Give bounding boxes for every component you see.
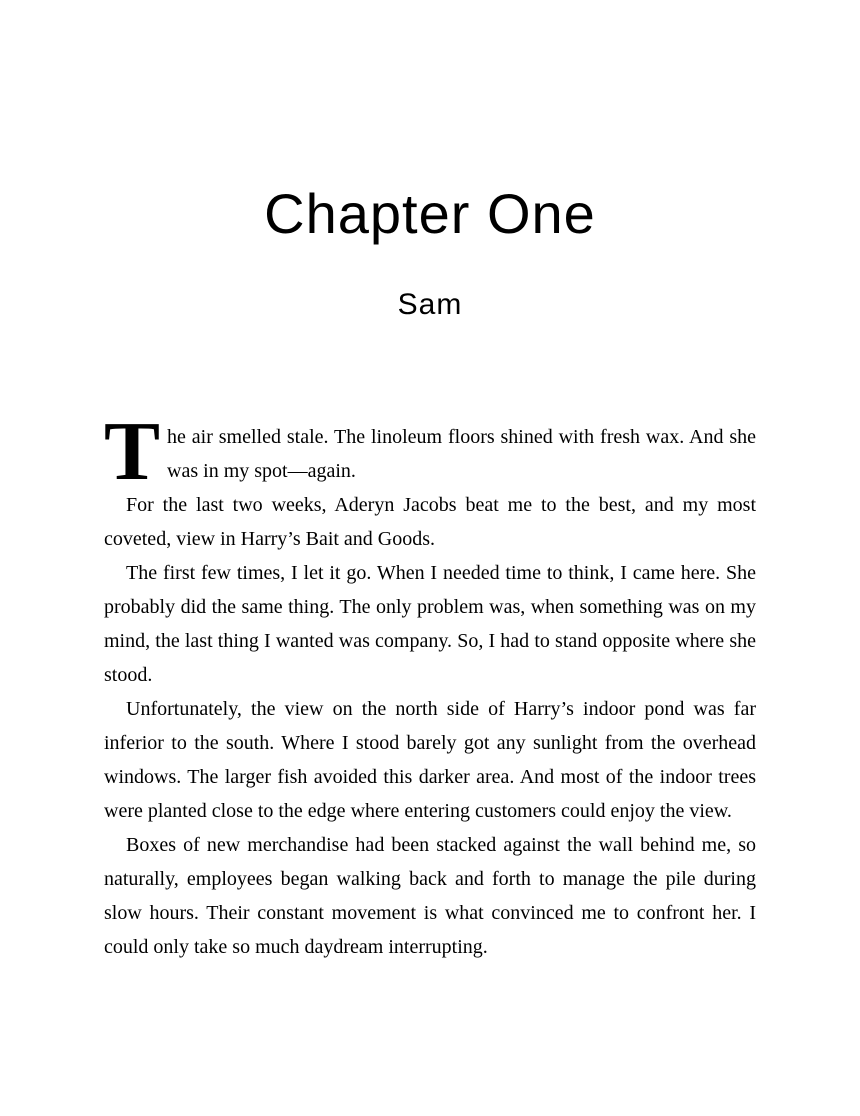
chapter-body: [104, 405, 756, 964]
paragraph: [104, 405, 756, 498]
paragraph: The first few times, I let it go. When I needed time to think, I came here. She probably did the same thing. The only problem was, when something was on my mind, the last thing I wanted was company. So, I had to stand opposite where she stood.: [104, 562, 756, 686]
chapter-title: Chapter One: [264, 182, 596, 245]
drop-cap: T: [104, 405, 161, 498]
chapter-subtitle: Sam: [397, 288, 463, 321]
paragraph: For the last two weeks, Aderyn Jacobs beat me to the best, and my most coveted, view in Harry’s Bait and Goods.: [104, 494, 756, 550]
paragraph: Unfortunately, the view on the north side of Harry’s indoor pond was far inferior to the south. Where I stood barely got any sunlight from the overhead windows. The larger fish avoided this darker area. And most of the indoor trees were planted close to the edge where entering customers could enjoy the view.: [104, 698, 756, 822]
paragraph-text: he air smelled stale. The linoleum floors shined with fresh wax. And she was in my spot—again.: [167, 426, 756, 482]
paragraph: Boxes of new merchandise had been stacked against the wall behind me, so naturally, employees began walking back and forth to manage the pile during slow hours. Their constant movement is what convinced me to confront her. I could only take so much daydream interrupting.: [104, 834, 756, 958]
